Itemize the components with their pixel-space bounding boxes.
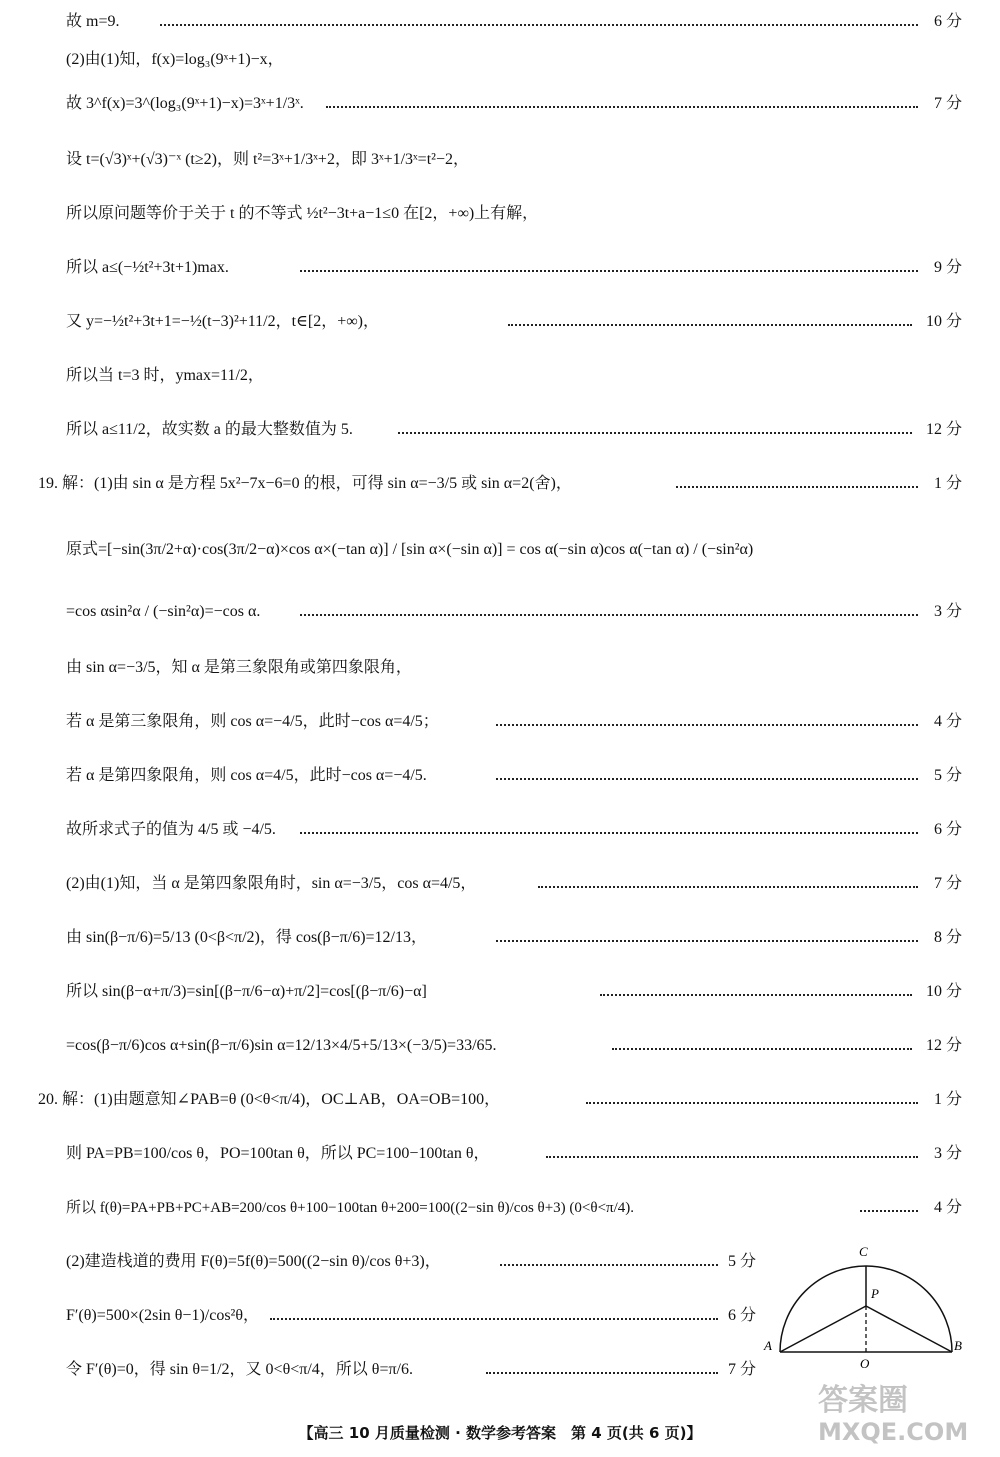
score-14: 4 分 <box>933 713 962 730</box>
leader-dots <box>676 486 918 488</box>
leader-dots <box>496 940 918 942</box>
label-p: P <box>871 1286 879 1301</box>
score-20: 12 分 <box>925 1037 962 1054</box>
leader-dots <box>612 1048 912 1050</box>
leader-dots <box>486 1372 718 1374</box>
doc-line-10: 19. 解：(1)由 sin α 是方程 5x²−7x−6=0 的根，可得 sin α=−3/5 或 sin α=2(舍)， <box>38 475 572 492</box>
score-22: 3 分 <box>933 1145 962 1162</box>
doc-line-1: 故 m=9. <box>66 13 120 30</box>
leader-dots <box>326 106 918 108</box>
score-25: 6 分 <box>727 1307 756 1324</box>
doc-line-11: 原式=[−sin(3π/2+α)·cos(3π/2−α)×cos α×(−tan α)] / [sin α×(−sin α)] = cos α(−sin α)cos α(−tan α) / (−sin²α) <box>66 541 754 558</box>
leader-dots <box>160 24 918 26</box>
score-23: 4 分 <box>933 1199 962 1216</box>
doc-line-17: (2)由(1)知，当 α 是第四象限角时，sin α=−3/5，cos α=4/5， <box>66 875 477 892</box>
label-a: A <box>764 1338 772 1353</box>
doc-line-16: 故所求式子的值为 4/5 或 −4/5. <box>66 821 276 838</box>
score-18: 8 分 <box>933 929 962 946</box>
leader-dots <box>860 1210 918 1212</box>
doc-line-5: 所以原问题等价于关于 t 的不等式 ½t²−3t+a−1≤0 在[2，+∞)上有解， <box>66 205 539 222</box>
segment-pa <box>780 1306 866 1352</box>
score-1: 6 分 <box>933 13 962 30</box>
doc-line-21: 20. 解：(1)由题意知∠PAB=θ (0<θ<π/4)，OC⊥AB，OA=OB=100， <box>38 1091 501 1108</box>
doc-line-24: (2)建造栈道的费用 F(θ)=5f(θ)=500((2−sin θ)/cos θ+3)， <box>66 1253 441 1270</box>
leader-dots <box>546 1156 918 1158</box>
doc-line-22: 则 PA=PB=100/cos θ，PO=100tan θ，所以 PC=100−100tan θ， <box>66 1145 490 1162</box>
page-footer: 【高三 10 月质量检测 · 数学参考答案 第 4 页(共 6 页)】 <box>298 1424 702 1442</box>
doc-line-8: 所以当 t=3 时，ymax=11/2， <box>66 367 264 384</box>
watermark-logo <box>818 1384 986 1452</box>
leader-dots <box>538 886 918 888</box>
leader-dots <box>270 1318 718 1320</box>
watermark-text-url: MXQE.COM <box>818 1418 969 1446</box>
leader-dots <box>600 994 912 996</box>
label-b: B <box>954 1338 962 1353</box>
semicircle-figure <box>762 1238 972 1370</box>
doc-line-3: 故 3^f(x)=3^(log₃(9ˣ+1)−x)=3ˣ+1/3ˣ. <box>66 95 304 112</box>
leader-dots <box>508 324 912 326</box>
doc-line-13: 由 sin α=−3/5，知 α 是第三象限角或第四象限角， <box>66 659 412 676</box>
leader-dots <box>398 432 912 434</box>
doc-line-6: 所以 a≤(−½t²+3t+1)max. <box>66 259 229 276</box>
score-12: 3 分 <box>933 603 962 620</box>
score-3: 7 分 <box>933 95 962 112</box>
doc-line-25: F′(θ)=500×(2sin θ−1)/cos²θ， <box>66 1307 260 1324</box>
segment-pb <box>866 1306 952 1352</box>
doc-line-9: 所以 a≤11/2，故实数 a 的最大整数值为 5. <box>66 421 353 438</box>
leader-dots <box>496 724 918 726</box>
score-24: 5 分 <box>727 1253 756 1270</box>
leader-dots <box>496 778 918 780</box>
doc-line-18: 由 sin(β−π/6)=5/13 (0<β<π/2)，得 cos(β−π/6)=12/13， <box>66 929 427 946</box>
doc-line-4: 设 t=(√3)ˣ+(√3)⁻ˣ (t≥2)，则 t²=3ˣ+1/3ˣ+2，即 3ˣ+1/3ˣ=t²−2， <box>66 151 469 168</box>
score-17: 7 分 <box>933 875 962 892</box>
doc-line-2: (2)由(1)知，f(x)=log₃(9ˣ+1)−x， <box>66 51 284 68</box>
doc-line-23: 所以 f(θ)=PA+PB+PC+AB=200/cos θ+100−100tan θ+200=100((2−sin θ)/cos θ+3) (0<θ<π/4). <box>66 1200 635 1216</box>
doc-line-15: 若 α 是第四象限角，则 cos α=4/5，此时−cos α=−4/5. <box>66 767 427 784</box>
label-o: O <box>860 1356 870 1370</box>
leader-dots <box>586 1102 918 1104</box>
doc-line-12: =cos αsin²α / (−sin²α)=−cos α. <box>66 603 261 620</box>
score-15: 5 分 <box>933 767 962 784</box>
leader-dots <box>500 1264 718 1266</box>
score-21: 1 分 <box>933 1091 962 1108</box>
doc-line-19: 所以 sin(β−α+π/3)=sin[(β−π/6−α)+π/2]=cos[(β−π/6)−α] <box>66 983 427 1000</box>
score-7: 10 分 <box>925 313 962 330</box>
score-19: 10 分 <box>925 983 962 1000</box>
label-c: C <box>859 1244 868 1259</box>
score-9: 12 分 <box>925 421 962 438</box>
doc-line-20: =cos(β−π/6)cos α+sin(β−π/6)sin α=12/13×4/5+5/13×(−3/5)=33/65. <box>66 1037 497 1054</box>
score-26: 7 分 <box>727 1361 756 1378</box>
leader-dots <box>300 614 918 616</box>
doc-line-14: 若 α 是第三象限角，则 cos α=−4/5，此时−cos α=4/5； <box>66 713 439 730</box>
watermark-text-cn: 答案圈 <box>818 1383 908 1418</box>
score-10: 1 分 <box>933 475 962 492</box>
leader-dots <box>300 270 918 272</box>
doc-line-26: 令 F′(θ)=0，得 sin θ=1/2，又 0<θ<π/4，所以 θ=π/6. <box>66 1361 413 1378</box>
doc-line-7: 又 y=−½t²+3t+1=−½(t−3)²+11/2，t∈[2，+∞)， <box>66 313 380 330</box>
score-6: 9 分 <box>933 259 962 276</box>
score-16: 6 分 <box>933 821 962 838</box>
leader-dots <box>300 832 918 834</box>
